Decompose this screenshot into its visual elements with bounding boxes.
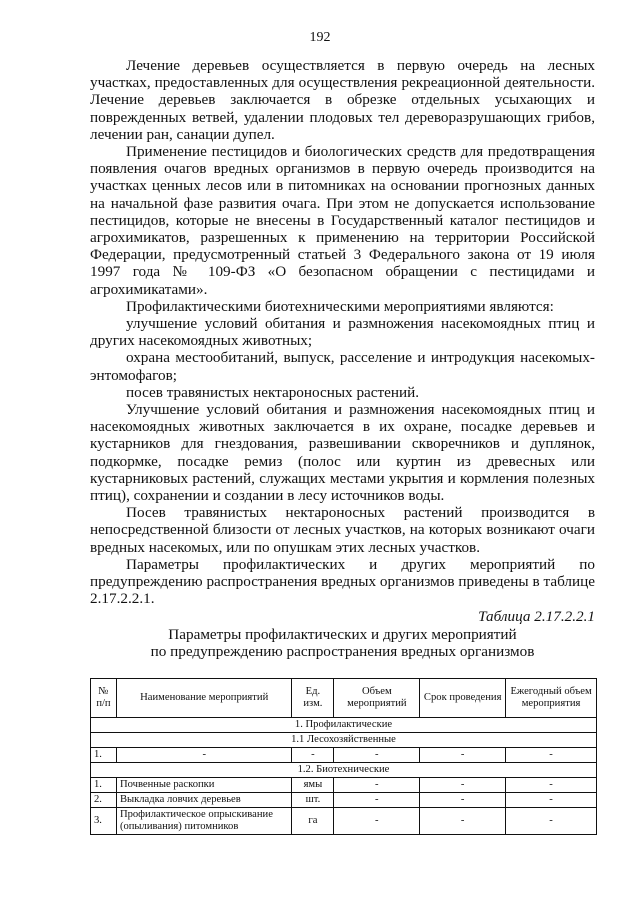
- cell-volume: -: [334, 793, 420, 808]
- header-unit: Ед. изм.: [292, 679, 334, 718]
- document-body: [90, 57, 595, 660]
- list-item-birds: улучшение условий обитания и размножения насекомоядных птиц и других насекомоядных животных;: [90, 315, 595, 350]
- section-silvicultural: 1.1 Лесохозяйственные: [91, 733, 597, 748]
- cell-term: -: [420, 778, 506, 793]
- paragraph-biotechnical-intro: Профилактическими биотехническими мероприятиями являются:: [126, 297, 554, 315]
- table-title-line-2: по предупреждению распространения вредных организмов: [150, 642, 535, 660]
- cell-num: 3.: [91, 808, 117, 835]
- paragraph-pesticides: Применение пестицидов и биологических средств для предотвращения появления очагов вредных организмов в первую очередь производится на участках ценных лесов или в питомниках на основании прогнозных данных на начальной фазе развития очага. При этом не допускается использование пестицидов, которые не внесены в Государственный каталог пестицидов и агрохимикатов, разрешенных к применению на территории Российской Федерации, предусмотренный статьей 3 Федерального закона от 19 июля 1997 года № 109-ФЗ «О безопасном обращении с пестицидами и агрохимикатами».: [90, 143, 595, 298]
- cell-volume: -: [334, 748, 420, 763]
- table-label: Таблица 2.17.2.2.1: [478, 607, 595, 625]
- paragraph-sowing: Посев травянистых нектароносных растений производится в непосредственной близости от лесных участков, на которых возникают очаги вредных насекомых, или по опушкам этих лесных участков.: [90, 504, 595, 556]
- cell-unit: шт.: [292, 793, 334, 808]
- list-item-nectar-plants: посев травянистых нектароносных растений.: [126, 383, 420, 401]
- section-preventive: 1. Профилактические: [91, 718, 597, 733]
- table-row: [91, 793, 597, 808]
- paragraph-table-reference: Параметры профилактических и других мероприятий по предупреждению распространения вредных организмов приведены в таблице 2.17.2.2.1.: [90, 555, 595, 608]
- cell-name: Почвенные раскопки: [116, 778, 292, 793]
- header-annual: Ежегодный объем мероприятия: [506, 679, 597, 718]
- paragraph-tree-treatment: Лечение деревьев осуществляется в первую очередь на лесных участках, предоставленных для осуществления рекреационной деятельности. Лечение деревьев заключается в обрезке отдельных усыхающих и поврежденных ветвей, удалении плодовых тел дереворазрушающих грибов, лечении ран, санации дупел.: [90, 57, 595, 143]
- cell-num: 2.: [91, 793, 117, 808]
- cell-volume: -: [334, 808, 420, 835]
- cell-term: -: [420, 748, 506, 763]
- table-header-row: [91, 679, 597, 718]
- section-row: [91, 763, 597, 778]
- table-row: [91, 748, 597, 763]
- cell-annual: -: [506, 793, 597, 808]
- table-row: [91, 808, 597, 835]
- section-row: [91, 733, 597, 748]
- table-title: [90, 626, 595, 660]
- list-item-entomophages: охрана местообитаний, выпуск, расселение и интродукция насекомых-энтомофагов;: [90, 349, 595, 384]
- parameters-table: [90, 678, 597, 835]
- page-number: 192: [309, 30, 331, 45]
- cell-volume: -: [334, 778, 420, 793]
- header-num: № п/п: [91, 679, 117, 718]
- cell-annual: -: [506, 778, 597, 793]
- header-term: Срок проведения: [420, 679, 506, 718]
- table-row: [91, 778, 597, 793]
- cell-name: Выкладка ловчих деревьев: [116, 793, 292, 808]
- cell-unit: ямы: [292, 778, 334, 793]
- cell-term: -: [420, 793, 506, 808]
- section-biotechnical: 1.2. Биотехнические: [91, 763, 597, 778]
- header-name: Наименование мероприятий: [116, 679, 292, 718]
- section-row: [91, 718, 597, 733]
- cell-num: 1.: [91, 748, 117, 763]
- cell-annual: -: [506, 748, 597, 763]
- cell-name: Профилактическое опрыскивание (опыливания) питомников: [116, 808, 292, 835]
- header-volume: Объем мероприятий: [334, 679, 420, 718]
- paragraph-habitat-improvement: Улучшение условий обитания и размножения насекомоядных птиц и насекомоядных животных заключается в их охране, посадке деревьев и кустарников для гнездования, развешивании скворечников и дуплянок, подкормке, посадке ремиз (полос или куртин из древесных или кустарниковых растений, служащих местами укрытия и кормления полезных птиц), сохранении и создании в лесу источников воды.: [90, 401, 595, 505]
- cell-unit: га: [292, 808, 334, 835]
- cell-annual: -: [506, 808, 597, 835]
- cell-name: -: [116, 748, 292, 763]
- cell-unit: -: [292, 748, 334, 763]
- table-title-line-1: Параметры профилактических и других мероприятий: [168, 625, 517, 643]
- cell-term: -: [420, 808, 506, 835]
- cell-num: 1.: [91, 778, 117, 793]
